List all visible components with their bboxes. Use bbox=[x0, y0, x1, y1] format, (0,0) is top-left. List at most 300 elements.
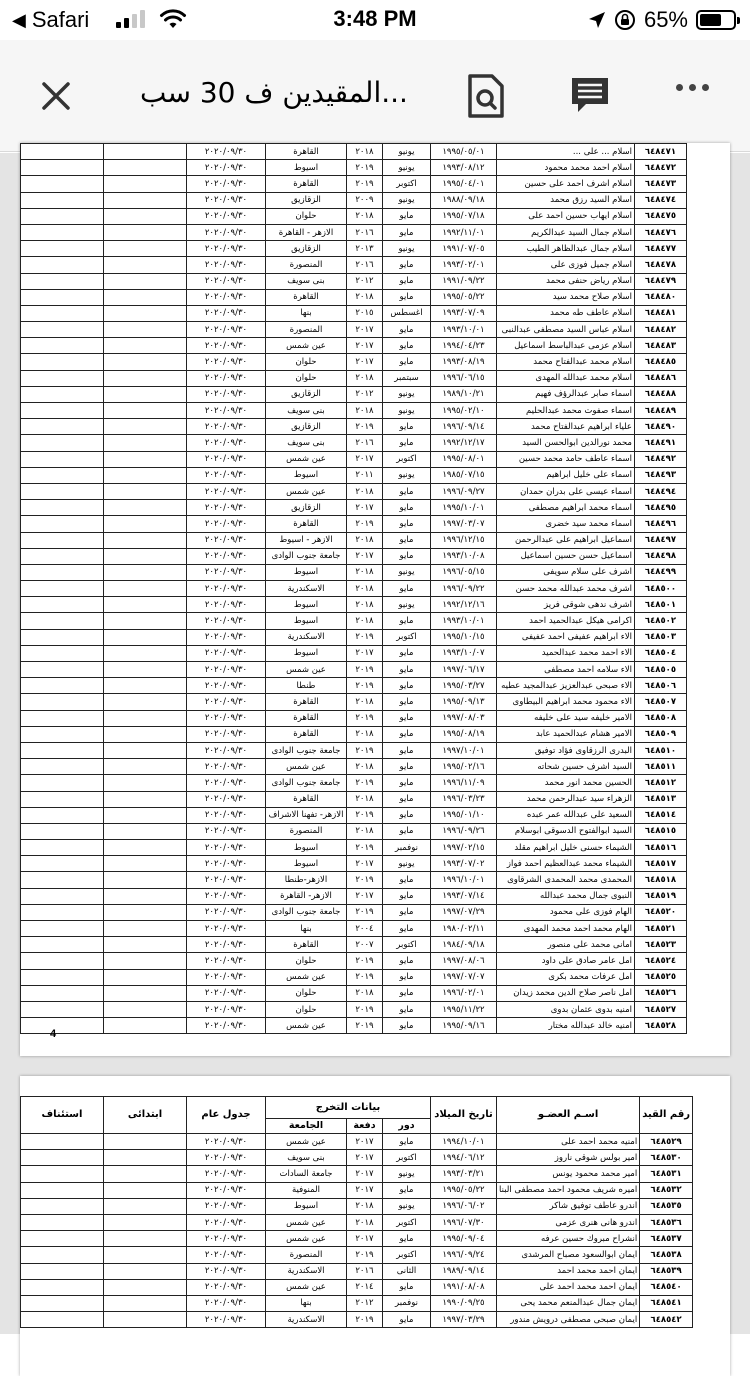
member-name-cell: الاء سلامه احمد مصطفى bbox=[497, 662, 635, 678]
general-table-cell: ٢٠٢٠/٠٩/٣٠ bbox=[187, 305, 266, 321]
university-cell: عين شمس bbox=[266, 1231, 347, 1247]
primary-cell bbox=[104, 807, 187, 823]
primary-cell bbox=[104, 273, 187, 289]
birth-date-cell: ١٩٩٥/٠٩/١٣ bbox=[431, 694, 497, 710]
university-cell: القاهرة bbox=[266, 144, 347, 160]
table-row bbox=[21, 1182, 693, 1198]
general-table-cell: ٢٠٢٠/٠٩/٣٠ bbox=[187, 419, 266, 435]
session-cell: مايو bbox=[383, 1018, 431, 1034]
appeal-cell bbox=[21, 888, 104, 904]
birth-date-cell: ١٩٩٤/١٠/٠١ bbox=[431, 1134, 497, 1150]
reg-no-cell: ٦٤٨٤٧١ bbox=[635, 144, 687, 160]
session-cell: مايو bbox=[383, 953, 431, 969]
general-table-cell: ٢٠٢٠/٠٩/٣٠ bbox=[187, 581, 266, 597]
member-name-cell: اكرامى هيكل عبدالحميد احمد bbox=[497, 613, 635, 629]
birth-date-cell: ١٩٩٦/٠٧/٣٠ bbox=[431, 1214, 497, 1230]
table-row bbox=[21, 1134, 693, 1150]
reg-no-cell: ٦٤٨٥٠٧ bbox=[635, 694, 687, 710]
session-cell: مايو bbox=[383, 257, 431, 273]
session-cell: مايو bbox=[383, 694, 431, 710]
batch-cell: ٢٠١١ bbox=[347, 467, 383, 483]
birth-date-cell: ١٩٩٥/٠٧/١٨ bbox=[431, 208, 497, 224]
appeal-cell bbox=[21, 613, 104, 629]
col-header-batch: دفعة bbox=[347, 1119, 383, 1134]
birth-date-cell: ١٩٩٣/٠٧/١٤ bbox=[431, 888, 497, 904]
session-cell: يونيو bbox=[383, 467, 431, 483]
batch-cell: ٢٠١٧ bbox=[347, 354, 383, 370]
appeal-cell bbox=[21, 937, 104, 953]
primary-cell bbox=[104, 289, 187, 305]
batch-cell: ٢٠١٨ bbox=[347, 144, 383, 160]
appeal-cell bbox=[21, 354, 104, 370]
session-cell: مايو bbox=[383, 1312, 431, 1328]
appeal-cell bbox=[21, 872, 104, 888]
member-name-cell: امل عامر صادق على داود bbox=[497, 953, 635, 969]
col-header-session: دور bbox=[383, 1119, 431, 1134]
birth-date-cell: ١٩٩١/٠٧/٠٥ bbox=[431, 241, 497, 257]
reg-no-cell: ٦٤٨٤٧٢ bbox=[635, 160, 687, 176]
primary-cell bbox=[104, 921, 187, 937]
session-cell: يونيو bbox=[383, 241, 431, 257]
member-name-cell: امل عرفات محمد بكرى bbox=[497, 969, 635, 985]
session-cell: مايو bbox=[383, 208, 431, 224]
primary-cell bbox=[104, 1295, 187, 1311]
batch-cell: ٢٠١٨ bbox=[347, 483, 383, 499]
general-table-cell: ٢٠٢٠/٠٩/٣٠ bbox=[187, 694, 266, 710]
university-cell: عين شمس bbox=[266, 338, 347, 354]
appeal-cell bbox=[21, 678, 104, 694]
appeal-cell bbox=[21, 483, 104, 499]
appeal-cell bbox=[21, 710, 104, 726]
university-cell: بنى سويف bbox=[266, 435, 347, 451]
table-row bbox=[21, 257, 687, 273]
table-row bbox=[21, 823, 687, 839]
university-cell: اسيوط bbox=[266, 597, 347, 613]
university-cell: طنطا bbox=[266, 678, 347, 694]
member-name-cell: اسلام جمال السيد عبدالكريم bbox=[497, 224, 635, 240]
session-cell: مايو bbox=[383, 1279, 431, 1295]
batch-cell: ٢٠١٨ bbox=[347, 694, 383, 710]
general-table-cell: ٢٠٢٠/٠٩/٣٠ bbox=[187, 1166, 266, 1182]
birth-date-cell: ١٩٩٥/٠٩/٠٤ bbox=[431, 1231, 497, 1247]
general-table-cell: ٢٠٢٠/٠٩/٣٠ bbox=[187, 1279, 266, 1295]
primary-cell bbox=[104, 564, 187, 580]
reg-no-cell: ٦٤٨٥١٣ bbox=[635, 791, 687, 807]
primary-cell bbox=[104, 1134, 187, 1150]
appeal-cell bbox=[21, 791, 104, 807]
batch-cell: ٢٠١٢ bbox=[347, 273, 383, 289]
primary-cell bbox=[104, 662, 187, 678]
close-icon[interactable] bbox=[36, 76, 76, 116]
session-cell: مايو bbox=[383, 904, 431, 920]
general-table-cell: ٢٠٢٠/٠٩/٣٠ bbox=[187, 1198, 266, 1214]
general-table-cell: ٢٠٢٠/٠٩/٣٠ bbox=[187, 1312, 266, 1328]
appeal-cell bbox=[21, 241, 104, 257]
document-search-icon[interactable] bbox=[464, 72, 508, 120]
document-title: المقيدين ف 30 سب... bbox=[140, 76, 408, 109]
university-cell: جامعة جنوب الوادى bbox=[266, 742, 347, 758]
member-name-cell: اسلام اشرف احمد على حسين bbox=[497, 176, 635, 192]
primary-cell bbox=[104, 435, 187, 451]
member-name-cell: اسماء صفوت محمد عبدالحليم bbox=[497, 403, 635, 419]
general-table-cell: ٢٠٢٠/٠٩/٣٠ bbox=[187, 921, 266, 937]
appeal-cell bbox=[21, 257, 104, 273]
table-row bbox=[21, 305, 687, 321]
batch-cell: ٢٠١٧ bbox=[347, 1182, 383, 1198]
primary-cell bbox=[104, 192, 187, 208]
birth-date-cell: ١٩٩٦/٠٩/١٤ bbox=[431, 419, 497, 435]
primary-cell bbox=[104, 775, 187, 791]
general-table-cell: ٢٠٢٠/٠٩/٣٠ bbox=[187, 937, 266, 953]
general-table-cell: ٢٠٢٠/٠٩/٣٠ bbox=[187, 1018, 266, 1034]
birth-date-cell: ١٩٩٦/١١/٠٩ bbox=[431, 775, 497, 791]
member-name-cell: الاء ابراهيم عفيفى احمد عفيفى bbox=[497, 629, 635, 645]
general-table-cell: ٢٠٢٠/٠٩/٣٠ bbox=[187, 1231, 266, 1247]
table-row bbox=[21, 160, 687, 176]
general-table-cell: ٢٠٢٠/٠٩/٣٠ bbox=[187, 338, 266, 354]
general-table-cell: ٢٠٢٠/٠٩/٣٠ bbox=[187, 645, 266, 661]
member-name-cell: اسلام السيد رزق محمد bbox=[497, 192, 635, 208]
member-name-cell: اسلام احمد محمد محمود bbox=[497, 160, 635, 176]
appeal-cell bbox=[21, 564, 104, 580]
reg-no-cell: ٦٤٨٥٣٠ bbox=[640, 1150, 693, 1166]
table-row bbox=[21, 451, 687, 467]
col-header-appeal: استئناف bbox=[21, 1097, 104, 1134]
table-row bbox=[21, 144, 687, 160]
primary-cell bbox=[104, 937, 187, 953]
primary-cell bbox=[104, 872, 187, 888]
general-table-cell: ٢٠٢٠/٠٩/٣٠ bbox=[187, 1001, 266, 1017]
birth-date-cell: ١٩٩٦/٠٦/١٥ bbox=[431, 370, 497, 386]
table-row bbox=[21, 645, 687, 661]
general-table-cell: ٢٠٢٠/٠٩/٣٠ bbox=[187, 823, 266, 839]
general-table-cell: ٢٠٢٠/٠٩/٣٠ bbox=[187, 1247, 266, 1263]
birth-date-cell: ١٩٩٣/٠٧/٠٩ bbox=[431, 305, 497, 321]
appeal-cell bbox=[21, 581, 104, 597]
session-cell: مايو bbox=[383, 775, 431, 791]
appeal-cell bbox=[21, 823, 104, 839]
batch-cell: ٢٠١٩ bbox=[347, 662, 383, 678]
appeal-cell bbox=[21, 629, 104, 645]
reg-no-cell: ٦٤٨٥٠٢ bbox=[635, 613, 687, 629]
university-cell: عين شمس bbox=[266, 1134, 347, 1150]
general-table-cell: ٢٠٢٠/٠٩/٣٠ bbox=[187, 904, 266, 920]
session-cell: مايو bbox=[383, 1182, 431, 1198]
appeal-cell bbox=[21, 1134, 104, 1150]
member-name-cell: اسلام جميل فوزى على bbox=[497, 257, 635, 273]
appeal-cell bbox=[21, 1150, 104, 1166]
university-cell: حلوان bbox=[266, 370, 347, 386]
birth-date-cell: ١٩٩٧/٠٧/٠٧ bbox=[431, 969, 497, 985]
general-table-cell: ٢٠٢٠/٠٩/٣٠ bbox=[187, 403, 266, 419]
general-table-cell: ٢٠٢٠/٠٩/٣٠ bbox=[187, 289, 266, 305]
table-row bbox=[21, 1198, 693, 1214]
general-table-cell: ٢٠٢٠/٠٩/٣٠ bbox=[187, 516, 266, 532]
primary-cell bbox=[104, 581, 187, 597]
primary-cell bbox=[104, 742, 187, 758]
appeal-cell bbox=[21, 645, 104, 661]
primary-cell bbox=[104, 629, 187, 645]
batch-cell: ٢٠١٨ bbox=[347, 759, 383, 775]
reg-no-cell: ٦٤٨٥٢٧ bbox=[635, 1001, 687, 1017]
col-header-graduation: بيانات التخرج bbox=[266, 1097, 431, 1119]
table-row bbox=[21, 403, 687, 419]
university-cell: اسيوط bbox=[266, 856, 347, 872]
birth-date-cell: ١٩٩٥/١٠/١٥ bbox=[431, 629, 497, 645]
birth-date-cell: ١٩٨٨/٠٩/١٨ bbox=[431, 192, 497, 208]
university-cell: بنها bbox=[266, 921, 347, 937]
session-cell: يونيو bbox=[383, 386, 431, 402]
member-name-cell: السيد اشرف حسين شحاته bbox=[497, 759, 635, 775]
general-table-cell: ٢٠٢٠/٠٩/٣٠ bbox=[187, 160, 266, 176]
general-table-cell: ٢٠٢٠/٠٩/٣٠ bbox=[187, 257, 266, 273]
general-table-cell: ٢٠٢٠/٠٩/٣٠ bbox=[187, 176, 266, 192]
member-name-cell: علياء ابراهيم عبدالفتاح محمد bbox=[497, 419, 635, 435]
batch-cell: ٢٠١٩ bbox=[347, 807, 383, 823]
session-cell: الثانى bbox=[383, 1263, 431, 1279]
birth-date-cell: ١٩٩٦/١٠/٠١ bbox=[431, 872, 497, 888]
member-name-cell: اشرف على سلام سويفى bbox=[497, 564, 635, 580]
primary-cell bbox=[104, 144, 187, 160]
primary-cell bbox=[104, 548, 187, 564]
batch-cell: ٢٠١٩ bbox=[347, 678, 383, 694]
birth-date-cell: ١٩٨٩/٠٩/١٤ bbox=[431, 1263, 497, 1279]
table-row bbox=[21, 856, 687, 872]
university-cell: الازهر- تفهنا الاشراف bbox=[266, 807, 347, 823]
batch-cell: ٢٠١٢ bbox=[347, 1295, 383, 1311]
university-cell: الازهر-طنطا bbox=[266, 872, 347, 888]
member-name-cell: الامير خليفه سيد على خليفه bbox=[497, 710, 635, 726]
session-cell: مايو bbox=[383, 289, 431, 305]
table-row bbox=[21, 904, 687, 920]
primary-cell bbox=[104, 483, 187, 499]
batch-cell: ٢٠١٧ bbox=[347, 548, 383, 564]
member-name-cell: السعيد على عبدالله عمر عبده bbox=[497, 807, 635, 823]
birth-date-cell: ١٩٩٦/٠٩/٢٧ bbox=[431, 483, 497, 499]
general-table-cell: ٢٠٢٠/٠٩/٣٠ bbox=[187, 662, 266, 678]
appeal-cell bbox=[21, 1263, 104, 1279]
general-table-cell: ٢٠٢٠/٠٩/٣٠ bbox=[187, 192, 266, 208]
appeal-cell bbox=[21, 160, 104, 176]
birth-date-cell: ١٩٨٥/٠٧/١٥ bbox=[431, 467, 497, 483]
university-cell: عين شمس bbox=[266, 662, 347, 678]
table-row bbox=[21, 791, 687, 807]
batch-cell: ٢٠١٧ bbox=[347, 1166, 383, 1182]
back-arrow-icon: ◀ bbox=[12, 9, 26, 30]
member-name-cell: الزهراء سيد عبدالرحمن محمد bbox=[497, 791, 635, 807]
appeal-cell bbox=[21, 904, 104, 920]
primary-cell bbox=[104, 985, 187, 1001]
general-table-cell: ٢٠٢٠/٠٩/٣٠ bbox=[187, 532, 266, 548]
batch-cell: ٢٠١٩ bbox=[347, 1001, 383, 1017]
member-name-cell: اسلام صلاح محمد سيد bbox=[497, 289, 635, 305]
batch-cell: ٢٠١٦ bbox=[347, 257, 383, 273]
university-cell: جامعة السادات bbox=[266, 1166, 347, 1182]
appeal-cell bbox=[21, 451, 104, 467]
batch-cell: ٢٠١٩ bbox=[347, 904, 383, 920]
table-row bbox=[21, 273, 687, 289]
battery-icon bbox=[696, 10, 736, 30]
birth-date-cell: ١٩٩٥/٠٥/٢٢ bbox=[431, 1182, 497, 1198]
session-cell: مايو bbox=[383, 516, 431, 532]
batch-cell: ٢٠١٩ bbox=[347, 176, 383, 192]
birth-date-cell: ١٩٩٥/٠٣/٢٧ bbox=[431, 678, 497, 694]
appeal-cell bbox=[21, 176, 104, 192]
document-viewport[interactable] bbox=[0, 146, 750, 1334]
status-bar bbox=[0, 0, 750, 40]
member-name-cell: اسماء عاطف حامد محمد حسين bbox=[497, 451, 635, 467]
batch-cell: ٢٠١٩ bbox=[347, 969, 383, 985]
batch-cell: ٢٠١٧ bbox=[347, 500, 383, 516]
col-header-primary: ابتدائى bbox=[104, 1097, 187, 1134]
batch-cell: ٢٠١٨ bbox=[347, 564, 383, 580]
reg-no-cell: ٦٤٨٥٤٢ bbox=[640, 1312, 693, 1328]
session-cell: مايو bbox=[383, 419, 431, 435]
member-name-cell: الشيماء حسنى خليل ابراهيم مقلد bbox=[497, 840, 635, 856]
batch-cell: ٢٠١٥ bbox=[347, 305, 383, 321]
birth-date-cell: ١٩٩٢/١٢/١٦ bbox=[431, 597, 497, 613]
member-name-cell: امنيه بدوى عثمان بدوى bbox=[497, 1001, 635, 1017]
reg-no-cell: ٦٤٨٥٣٦ bbox=[640, 1214, 693, 1230]
reg-no-cell: ٦٤٨٤٩١ bbox=[635, 435, 687, 451]
table-row bbox=[21, 176, 687, 192]
birth-date-cell: ١٩٩٥/٠٨/١٩ bbox=[431, 726, 497, 742]
document-page bbox=[20, 1076, 730, 1376]
table-row bbox=[21, 192, 687, 208]
document-viewer-toolbar bbox=[0, 40, 750, 152]
appeal-cell bbox=[21, 726, 104, 742]
reg-no-cell: ٦٤٨٤٨٨ bbox=[635, 386, 687, 402]
member-name-cell: اسلام عاطف طه محمد bbox=[497, 305, 635, 321]
table-row bbox=[21, 953, 687, 969]
table-row bbox=[21, 726, 687, 742]
table-row bbox=[21, 742, 687, 758]
batch-cell: ٢٠١٧ bbox=[347, 322, 383, 338]
birth-date-cell: ١٩٩٣/٠٨/١٩ bbox=[431, 354, 497, 370]
session-cell: يونيو bbox=[383, 564, 431, 580]
university-cell: الازهر- القاهرة bbox=[266, 888, 347, 904]
session-cell: مايو bbox=[383, 872, 431, 888]
birth-date-cell: ١٩٩٥/١٠/٠١ bbox=[431, 500, 497, 516]
birth-date-cell: ١٩٩٣/٠٣/٢١ bbox=[431, 1166, 497, 1182]
member-name-cell: النبوى جمال محمد عبدالله bbox=[497, 888, 635, 904]
session-cell: اغسطس bbox=[383, 305, 431, 321]
primary-cell bbox=[104, 1198, 187, 1214]
annotation-comment-icon[interactable] bbox=[568, 72, 612, 120]
session-cell: يونيو bbox=[383, 403, 431, 419]
table-row bbox=[21, 1166, 693, 1182]
general-table-cell: ٢٠٢٠/٠٩/٣٠ bbox=[187, 1214, 266, 1230]
batch-cell: ٢٠١٣ bbox=[347, 241, 383, 257]
batch-cell: ٢٠١٤ bbox=[347, 1279, 383, 1295]
page-number: 4 bbox=[50, 1028, 57, 1040]
session-cell: مايو bbox=[383, 435, 431, 451]
birth-date-cell: ١٩٩٧/٠٣/٢٩ bbox=[431, 1312, 497, 1328]
appeal-cell bbox=[21, 467, 104, 483]
table-row bbox=[21, 1231, 693, 1247]
table-row bbox=[21, 1263, 693, 1279]
appeal-cell bbox=[21, 224, 104, 240]
appeal-cell bbox=[21, 1018, 104, 1034]
university-cell: المنصورة bbox=[266, 322, 347, 338]
session-cell: مايو bbox=[383, 742, 431, 758]
university-cell: عين شمس bbox=[266, 969, 347, 985]
table-row bbox=[21, 1001, 687, 1017]
general-table-cell: ٢٠٢٠/٠٩/٣٠ bbox=[187, 1295, 266, 1311]
location-arrow-icon bbox=[588, 11, 606, 29]
birth-date-cell: ١٩٩٧/٠٨/٠٦ bbox=[431, 953, 497, 969]
more-options-icon[interactable] bbox=[676, 84, 709, 91]
reg-no-cell: ٦٤٨٥٠٠ bbox=[635, 581, 687, 597]
reg-no-cell: ٦٤٨٤٧٣ bbox=[635, 176, 687, 192]
appeal-cell bbox=[21, 1279, 104, 1295]
batch-cell: ٢٠١٨ bbox=[347, 613, 383, 629]
primary-cell bbox=[104, 354, 187, 370]
general-table-cell: ٢٠٢٠/٠٩/٣٠ bbox=[187, 208, 266, 224]
table-row bbox=[21, 872, 687, 888]
session-cell: مايو bbox=[383, 921, 431, 937]
general-table-cell: ٢٠٢٠/٠٩/٣٠ bbox=[187, 1263, 266, 1279]
table-row bbox=[21, 678, 687, 694]
birth-date-cell: ١٩٩٦/١٢/١٥ bbox=[431, 532, 497, 548]
general-table-cell: ٢٠٢٠/٠٩/٣٠ bbox=[187, 435, 266, 451]
reg-no-cell: ٦٤٨٥٠١ bbox=[635, 597, 687, 613]
appeal-cell bbox=[21, 419, 104, 435]
appeal-cell bbox=[21, 1001, 104, 1017]
university-cell: الازهر - القاهرة bbox=[266, 224, 347, 240]
batch-cell: ٢٠١٨ bbox=[347, 791, 383, 807]
birth-date-cell: ١٩٩٣/٠٢/٠١ bbox=[431, 257, 497, 273]
university-cell: بنى سويف bbox=[266, 403, 347, 419]
reg-no-cell: ٦٤٨٥٣٨ bbox=[640, 1247, 693, 1263]
university-cell: اسيوط bbox=[266, 840, 347, 856]
table-row bbox=[21, 241, 687, 257]
session-cell: اكتوبر bbox=[383, 451, 431, 467]
general-table-cell: ٢٠٢٠/٠٩/٣٠ bbox=[187, 613, 266, 629]
reg-no-cell: ٦٤٨٥٢٥ bbox=[635, 969, 687, 985]
general-table-cell: ٢٠٢٠/٠٩/٣٠ bbox=[187, 144, 266, 160]
appeal-cell bbox=[21, 1166, 104, 1182]
reg-no-cell: ٦٤٨٤٨٩ bbox=[635, 403, 687, 419]
member-name-cell: اسلام محمد عبدالله المهدى bbox=[497, 370, 635, 386]
general-table-cell: ٢٠٢٠/٠٩/٣٠ bbox=[187, 370, 266, 386]
table-row bbox=[21, 759, 687, 775]
member-name-cell: اسلام رياض حنفى محمد bbox=[497, 273, 635, 289]
batch-cell: ٢٠١٨ bbox=[347, 823, 383, 839]
reg-no-cell: ٦٤٨٤٧٤ bbox=[635, 192, 687, 208]
birth-date-cell: ١٩٩٤/٠٤/٢٣ bbox=[431, 338, 497, 354]
reg-no-cell: ٦٤٨٥٢٤ bbox=[635, 953, 687, 969]
university-cell: حلوان bbox=[266, 354, 347, 370]
university-cell: حلوان bbox=[266, 953, 347, 969]
primary-cell bbox=[104, 208, 187, 224]
university-cell: الاسكندرية bbox=[266, 1312, 347, 1328]
member-name-cell: اندرو هانى هنرى عزمى bbox=[497, 1214, 640, 1230]
university-cell: حلوان bbox=[266, 1001, 347, 1017]
primary-cell bbox=[104, 791, 187, 807]
batch-cell: ٢٠٠٩ bbox=[347, 192, 383, 208]
general-table-cell: ٢٠٢٠/٠٩/٣٠ bbox=[187, 1150, 266, 1166]
member-name-cell: الاء محمود محمد ابراهيم البيطاوى bbox=[497, 694, 635, 710]
batch-cell: ٢٠١٨ bbox=[347, 289, 383, 305]
university-cell: جامعة جنوب الوادى bbox=[266, 904, 347, 920]
appeal-cell bbox=[21, 386, 104, 402]
table-row bbox=[21, 629, 687, 645]
primary-cell bbox=[104, 953, 187, 969]
university-cell: القاهرة bbox=[266, 176, 347, 192]
reg-no-cell: ٦٤٨٥٠٣ bbox=[635, 629, 687, 645]
reg-no-cell: ٦٤٨٤٧٩ bbox=[635, 273, 687, 289]
